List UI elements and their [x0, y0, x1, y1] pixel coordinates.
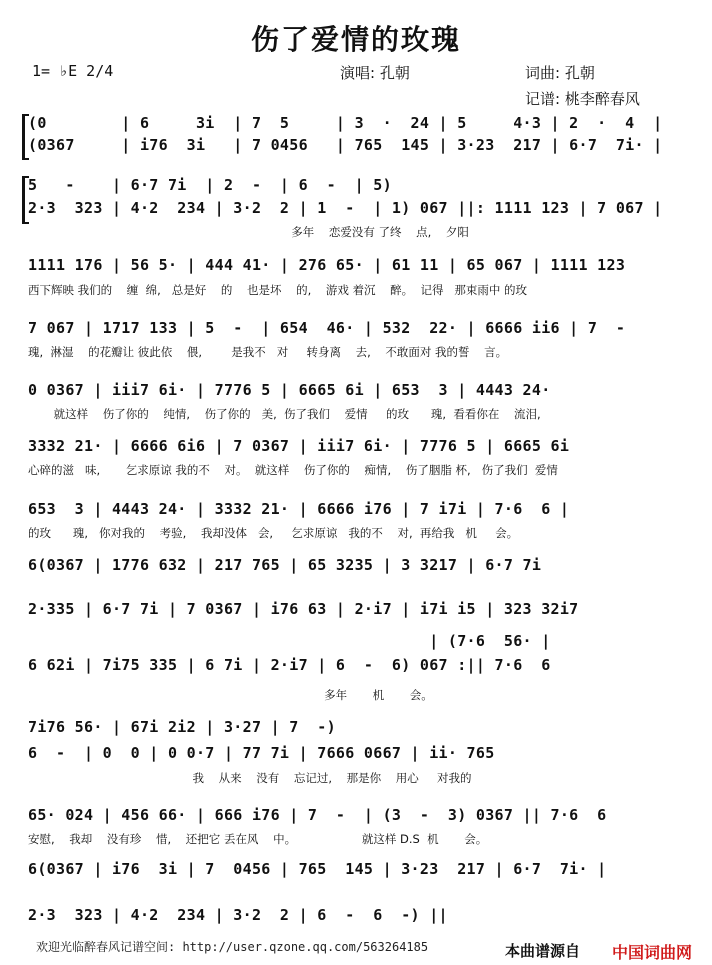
lyric-row: 瑰, 淋湿 的花瓣让 彼此依 偎, 是我不 对 转身离 去, 不敢面对 我的誓 言。 [28, 345, 508, 359]
lyric-row: 安慰, 我却 没有珍 惜, 还把它 丢在风 中。 就这样 D.S 机 会。 [28, 832, 488, 846]
footer-brand: 中国词曲网 [612, 943, 693, 962]
notation-row: 2·3 323 | 4·2 234 | 3·2 2 | 1 - | 1) 067 ||: 1111 123 | 7 067 | [28, 199, 663, 217]
lyric-row: 的玫 瑰, 你对我的 考验, 我却没体 会, 乞求原谅 我的不 对, 再给我 机 会。 [28, 526, 519, 540]
notation-row: 6 - | 0 0 | 0 0·7 | 77 7i | 7666 0667 | ii· 765 [28, 744, 495, 762]
notation-row: 7 067 | 1717 133 | 5 - | 654 46· | 532 22· | 6666 ii6 | 7 - [28, 319, 635, 337]
lyric-row: 多年 恋爱没有 了终 点, 夕阳 [28, 225, 469, 239]
notation-row: 2·3 323 | 4·2 234 | 3·2 2 | 6 - 6 -) || [28, 906, 448, 924]
lyric-row: 我 从来 没有 忘记过, 那是你 用心 对我的 [28, 771, 472, 785]
notation-row: 65· 024 | 456 66· | 666 i76 | 7 - | (3 - 3) 0367 || 7·6 6 [28, 806, 607, 824]
lyric-row: 心碎的滋 味, 乞求原谅 我的不 对。 就这样 伤了你的 痴情, 伤了胭脂 杯, 伤了我们 爱情 [28, 463, 558, 477]
notation-row: 0 0367 | iii7 6i· | 7776 5 | 6665 6i | 653 3 | 4443 24· [28, 381, 560, 399]
key-signature: 1= ♭E 2/4 [32, 62, 114, 80]
lyric-row: 就这样 伤了你的 纯情, 伤了你的 美, 伤了我们 爱情 的玫 瑰, 看看你在 流泪, [28, 407, 541, 421]
notation-row: 2·335 | 6·7 7i | 7 0367 | i76 63 | 2·i7 | i7i i5 | 323 32i7 [28, 600, 579, 618]
notation-row: 3332 21· | 6666 6i6 | 7 0367 | iii7 6i· | 7776 5 | 6665 6i [28, 437, 570, 455]
notation-row: 653 3 | 4443 24· | 3332 21· | 6666 i76 | 7 i7i | 7·6 6 | [28, 500, 570, 518]
lyric-row: 西下辉映 我们的 缠 绵, 总是好 的 也是坏 的, 游戏 着沉 醉。 记得 那束雨中 的玫 [28, 283, 528, 297]
notation-row: 6(0367 | 1776 632 | 217 765 | 65 3235 | 3 3217 | 6·7 7i [28, 556, 542, 574]
lyric-row: 多年 机 会。 [28, 688, 433, 702]
notation-row: 1111 176 | 56 5· | 444 41· | 276 65· | 61 11 | 65 067 | 1111 123 [28, 256, 626, 274]
singer-credit: 演唱: 孔朝 [340, 64, 410, 82]
transcriber-credit: 记谱: 桃李醉春风 [525, 90, 640, 108]
notation-row: 6 62i | 7i75 335 | 6 7i | 2·i7 | 6 - 6) 067 :|| 7·6 6 [28, 656, 551, 674]
notation-row: (0367 | i76 3i | 7 0456 | 765 145 | 3·23 217 | 6·7 7i· | [28, 136, 663, 154]
notation-row: 7i76 56· | 67i 2i2 | 3·27 | 7 -) [28, 718, 336, 736]
notation-row: | (7·6 56· | [28, 632, 551, 650]
page-title: 伤了爱情的玫瑰 [250, 23, 461, 56]
composer-credit: 词曲: 孔朝 [525, 64, 595, 82]
footer-visit-note: 欢迎光临醉春风记谱空间: http://user.qzone.qq.com/563264185 [36, 940, 429, 954]
notation-row: 5 - | 6·7 7i | 2 - | 6 - | 5) [28, 176, 392, 194]
notation-row: 6(0367 | i76 3i | 7 0456 | 765 145 | 3·23 217 | 6·7 7i· | [28, 860, 607, 878]
notation-row: (0 | 6 3i | 7 5 | 3 · 24 | 5 4·3 | 2 · 4 | [28, 114, 663, 132]
footer-source-label: 本曲谱源自 [505, 942, 581, 960]
